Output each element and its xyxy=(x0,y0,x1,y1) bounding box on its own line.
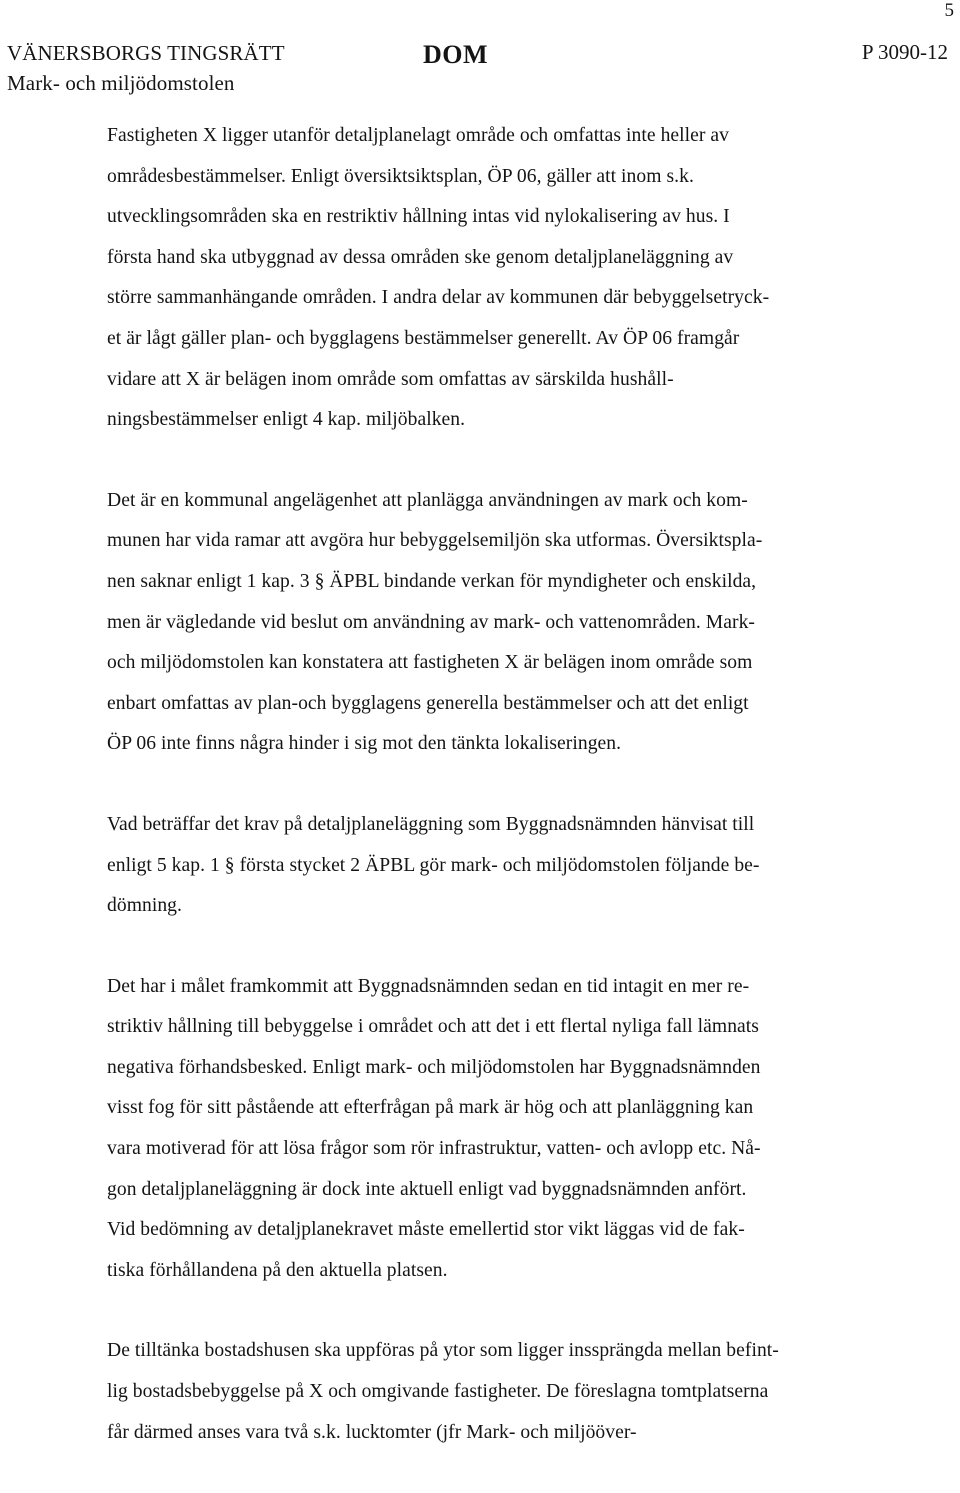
paragraph-line: men är vägledande vid beslut om användning av mark- och vattenområden. Mark- xyxy=(107,611,756,633)
case-number: P 3090-12 xyxy=(861,40,948,64)
paragraph-line: nen saknar enligt 1 kap. 3 § ÄPBL bindande verkan för myndigheter och enskilda, xyxy=(107,570,757,592)
paragraph-line: större sammanhängande områden. I andra delar av kommunen där bebyggelsetryck- xyxy=(107,287,770,309)
court-division: Mark- och miljödomstolen xyxy=(7,71,235,95)
paragraph-line: första hand ska utbyggnad av dessa områden ske genom detaljplaneläggning av xyxy=(107,246,734,268)
court-name: VÄNERSBORGS TINGSRÄTT xyxy=(7,41,285,65)
paragraph-line: striktiv hållning till bebyggelse i området och att det i ett flertal nyliga fall lämnats xyxy=(107,1016,759,1038)
body-text xyxy=(107,116,897,1493)
paragraph-line: visst fog för sitt påstående att efterfrågan på mark är hög och att planläggning kan xyxy=(107,1097,754,1119)
paragraph-line: dömning. xyxy=(107,895,182,917)
paragraph-line: De tilltänka bostadshusen ska uppföras på ytor som ligger inssprängda mellan befint- xyxy=(107,1340,779,1362)
paragraph-line: negativa förhandsbesked. Enligt mark- och miljödomstolen har Byggnadsnämnden xyxy=(107,1056,761,1078)
paragraph-line: Vad beträffar det krav på detaljplaneläggning som Byggnadsnämnden hänvisat till xyxy=(107,813,755,835)
paragraph xyxy=(107,116,897,441)
paragraph-line: enbart omfattas av plan-och bygglagens generella bestämmelser och att det enligt xyxy=(107,692,749,714)
paragraph-line: munen har vida ramar att avgöra hur bebyggelsemiljön ska utformas. Översiktspla- xyxy=(107,530,763,552)
paragraph-line: Det har i målet framkommit att Byggnadsnämnden sedan en tid intagit en mer re- xyxy=(107,975,750,997)
paragraph xyxy=(107,481,897,765)
paragraph-line: områdesbestämmelser. Enligt översiktsiktsplan, ÖP 06, gäller att inom s.k. xyxy=(107,165,694,187)
paragraph-line: utvecklingsområden ska en restriktiv hållning intas vid nylokalisering av hus. I xyxy=(107,206,730,228)
paragraph-line: vara motiverad för att lösa frågor som rör infrastruktur, vatten- och avlopp etc. Nå- xyxy=(107,1138,761,1160)
paragraph xyxy=(107,805,897,927)
paragraph-line: enligt 5 kap. 1 § första stycket 2 ÄPBL gör mark- och miljödomstolen följande be- xyxy=(107,854,760,876)
paragraph-line: lig bostadsbebyggelse på X och omgivande fastigheter. De föreslagna tomtplatserna xyxy=(107,1381,769,1403)
paragraph xyxy=(107,1331,897,1453)
paragraph xyxy=(107,967,897,1292)
paragraph-line: Fastigheten X ligger utanför detaljplanelagt område och omfattas inte heller av xyxy=(107,125,730,146)
page-number: 5 xyxy=(944,0,954,21)
paragraph-line: och miljödomstolen kan konstatera att fastigheten X är belägen inom område som xyxy=(107,652,753,674)
paragraph-line: ningsbestämmelser enligt 4 kap. miljöbalken. xyxy=(107,409,466,431)
paragraph-line: tiska förhållandena på den aktuella platsen. xyxy=(107,1259,448,1281)
paragraph-line: et är lågt gäller plan- och bygglagens bestämmelser generellt. Av ÖP 06 framgår xyxy=(107,327,740,349)
paragraph-line: vidare att X är belägen inom område som omfattas av särskilda hushåll- xyxy=(107,368,674,390)
paragraph-line: gon detaljplaneläggning är dock inte aktuell enligt vad byggnadsnämnden anfört. xyxy=(107,1178,747,1200)
paragraph-line: ÖP 06 inte finns några hinder i sig mot den tänkta lokaliseringen. xyxy=(107,733,622,755)
paragraph-line: får därmed anses vara två s.k. lucktomter (jfr Mark- och miljööver- xyxy=(107,1421,637,1443)
document-type: DOM xyxy=(423,40,489,69)
court-header xyxy=(7,38,285,98)
paragraph-line: Det är en kommunal angelägenhet att planlägga användningen av mark och kom- xyxy=(107,489,748,511)
paragraph-line: Vid bedömning av detaljplanekravet måste emellertid stor vikt läggas vid de fak- xyxy=(107,1219,745,1241)
